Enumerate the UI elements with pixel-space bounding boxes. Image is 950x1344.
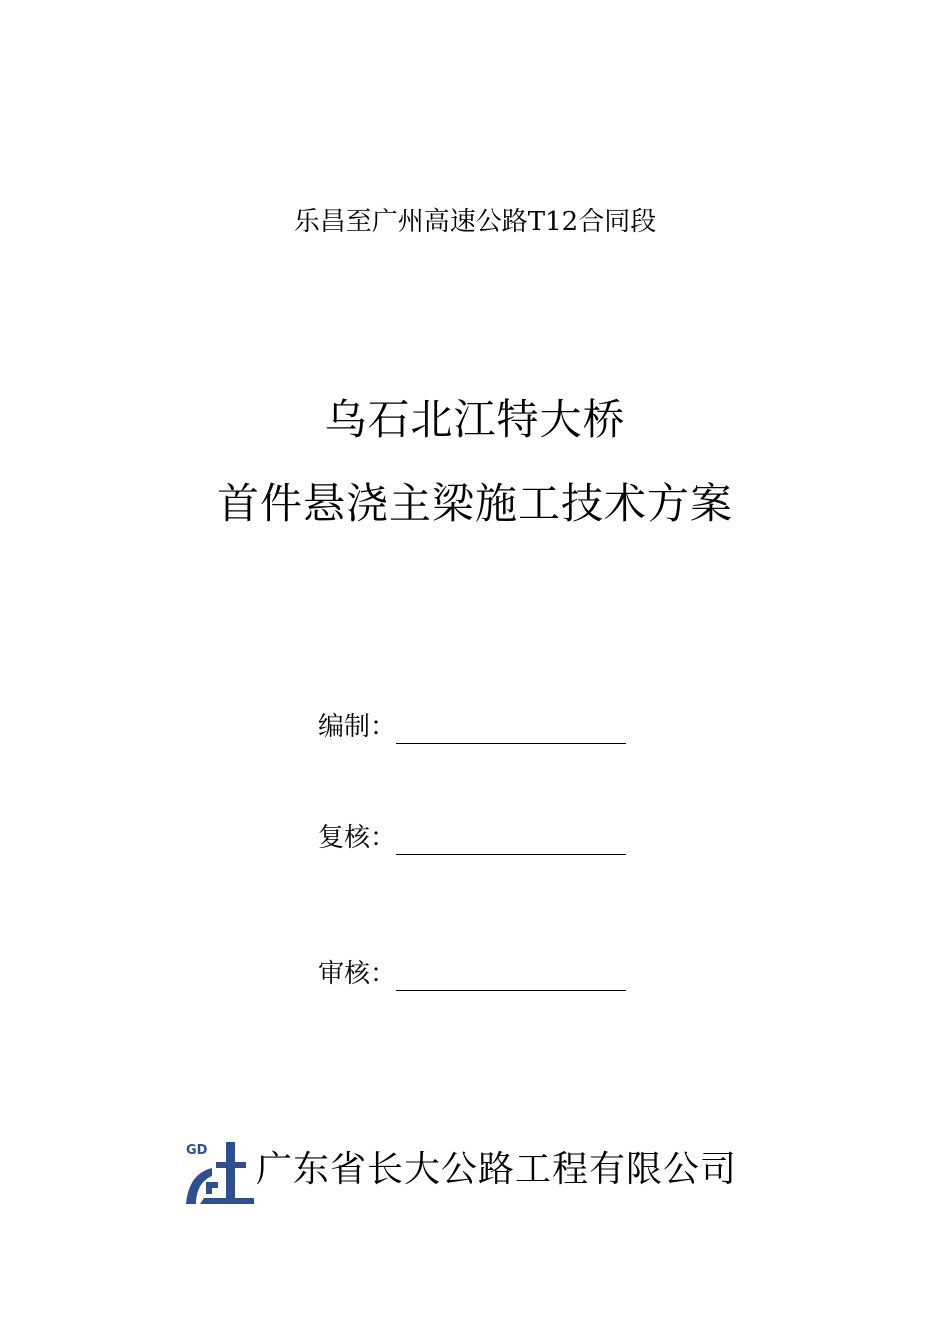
company-logo-icon [182,1134,256,1206]
title-line-bridge: 乌石北江特大桥 [324,395,626,444]
signature-blank-reviewed [396,820,626,855]
signature-label-approved: 审核： [318,959,397,989]
svg-text:GD: GD [186,1143,208,1158]
company-name: 广东省长大公路工程有限公司 [256,1149,738,1190]
signature-label-compiled: 编制： [318,712,397,742]
title-line-plan: 首件悬浇主梁施工技术方案 [216,479,733,528]
signature-row-compiled [318,704,626,744]
signature-blank-compiled [396,709,626,744]
signature-label-reviewed: 复核： [318,823,397,853]
signature-blank-approved [396,956,626,991]
signature-row-reviewed [318,815,626,855]
signature-row-approved [318,951,626,991]
project-subtitle: 乐昌至广州高速公路T12合同段 [293,207,657,237]
company-block [182,1130,737,1210]
